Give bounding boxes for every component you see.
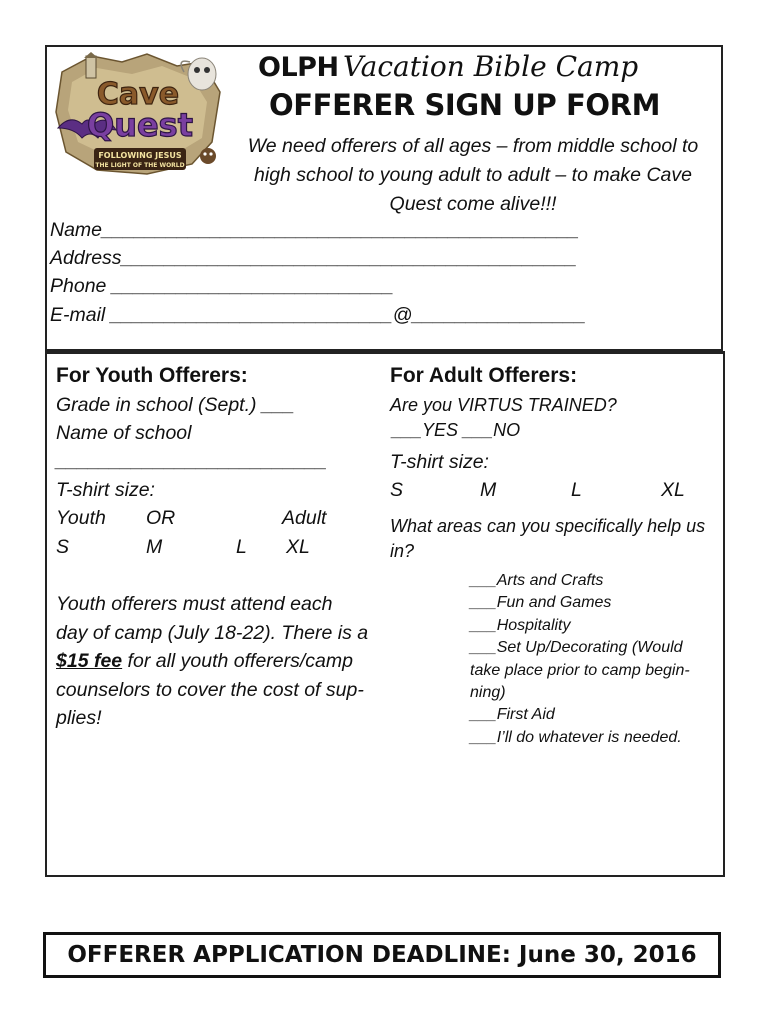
area-setup-note: take place prior to camp begin- <box>470 661 690 679</box>
parish-name: OLPH <box>258 52 339 83</box>
form-title: OFFERER SIGN UP FORM <box>269 88 661 122</box>
area-arts-crafts[interactable]: ___Arts and Crafts <box>470 572 604 589</box>
youth-size-l[interactable]: L <box>236 536 247 558</box>
school-label: Name of school <box>56 422 192 444</box>
fee-amount: $15 fee <box>56 650 123 673</box>
note-line: day of camp (July 18-22). There is a <box>56 621 369 644</box>
area-fun-games[interactable]: ___Fun and Games <box>470 594 612 612</box>
help-areas-list <box>470 570 710 749</box>
camp-title <box>258 50 638 83</box>
adult-size-label: Adult <box>282 507 327 529</box>
adult-size-s[interactable]: S <box>390 479 404 501</box>
phone-field[interactable]: Phone __________________________ <box>50 275 394 297</box>
youth-size-xl[interactable]: XL <box>286 536 310 558</box>
youth-size-label: Youth <box>56 507 106 529</box>
adult-size-m[interactable]: M <box>480 479 497 501</box>
adult-size-xl[interactable]: XL <box>661 479 685 501</box>
svg-text:FOLLOWING JESUS: FOLLOWING JESUS <box>98 151 182 160</box>
note-line: counselors to cover the cost of sup- <box>56 678 364 701</box>
intro-text: We need offerers of all ages – from middle school to high school to young adult to adult – to make Cave Quest come alive!!! <box>247 135 699 215</box>
help-question: What areas can you specifically help us <box>390 516 706 536</box>
area-setup-note-end: ning) <box>470 684 506 702</box>
email-field[interactable]: E-mail __________________________@________________ <box>50 304 586 326</box>
address-field[interactable]: Address__________________________________________ <box>50 247 578 269</box>
youth-size-s[interactable]: S <box>56 536 70 558</box>
note-line: plies! <box>56 707 102 730</box>
note-line: Youth offerers must attend each <box>56 593 333 615</box>
youth-heading: For Youth Offerers: <box>56 364 248 387</box>
svg-text:Cave: Cave <box>96 77 180 112</box>
area-hospitality[interactable]: ___Hospitality <box>470 616 571 634</box>
area-setup-decorating[interactable]: ___Set Up/Decorating (Would <box>470 639 683 657</box>
svg-text:THE LIGHT OF THE WORLD: THE LIGHT OF THE WORLD <box>95 162 185 169</box>
youth-requirements-note <box>56 590 392 733</box>
or-label: OR <box>146 507 176 529</box>
deadline-text: OFFERER APPLICATION DEADLINE: June 30, 2016 <box>67 942 697 968</box>
cave-quest-logo <box>52 52 224 180</box>
area-first-aid[interactable]: ___First Aid <box>470 706 555 724</box>
school-field[interactable]: _________________________ <box>56 450 328 472</box>
youth-size-m[interactable]: M <box>146 536 163 558</box>
name-field[interactable]: Name____________________________________________ <box>50 219 580 241</box>
area-whatever-needed[interactable]: ___I’ll do whatever is needed. <box>470 728 682 746</box>
camp-name: Vacation Bible Camp <box>343 50 639 83</box>
note-line <box>56 647 392 676</box>
virtus-question: Are you VIRTUS TRAINED? <box>390 395 617 415</box>
adult-size-l[interactable]: L <box>571 479 582 501</box>
youth-tshirt-label: T-shirt size: <box>56 479 155 501</box>
note-fragment: for all youth offerers/camp <box>122 650 353 673</box>
grade-field[interactable]: Grade in school (Sept.) ___ <box>56 394 295 416</box>
virtus-options[interactable]: ___YES ___NO <box>392 420 521 440</box>
deadline-banner <box>43 932 721 978</box>
adult-tshirt-label: T-shirt size: <box>390 451 489 473</box>
adult-heading: For Adult Offerers: <box>390 364 578 387</box>
help-question-cont: in? <box>390 541 415 561</box>
svg-text:Quest: Quest <box>86 106 194 144</box>
